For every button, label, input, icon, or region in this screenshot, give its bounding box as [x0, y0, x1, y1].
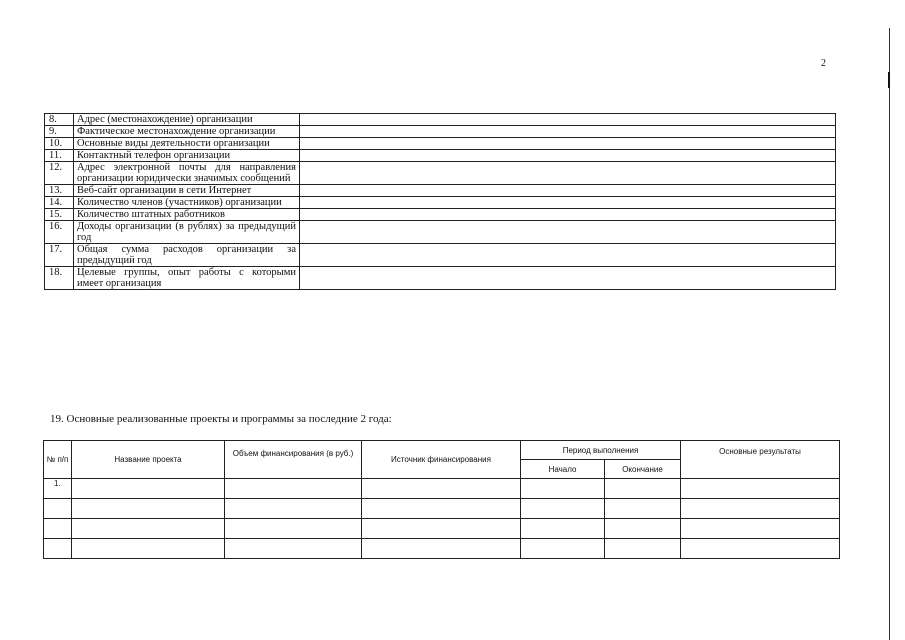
table-row: [45, 185, 836, 197]
row-label: Целевые группы, опыт работы с которыми имеет организация: [74, 267, 300, 290]
projects-table: [43, 440, 840, 559]
header-num: № п/п: [44, 441, 72, 479]
cell-results[interactable]: [681, 539, 840, 559]
header-end: Окончание: [605, 460, 681, 479]
cell-funding[interactable]: [225, 539, 362, 559]
table-row: [45, 197, 836, 209]
cell-results[interactable]: [681, 519, 840, 539]
table-row: [45, 221, 836, 244]
row-label: Доходы организации (в рублях) за предыдущий год: [74, 221, 300, 244]
cell-funding[interactable]: [225, 479, 362, 499]
row-number: 12.: [45, 162, 74, 185]
cell-source[interactable]: [362, 539, 521, 559]
cell-num: [44, 499, 72, 519]
row-label: Адрес (местонахождение) организации: [74, 114, 300, 126]
cell-results[interactable]: [681, 499, 840, 519]
header-funding: Объем финансирования (в руб.): [225, 441, 362, 479]
header-start: Начало: [521, 460, 605, 479]
header-source: Источник финансирования: [362, 441, 521, 479]
row-value[interactable]: [300, 244, 836, 267]
row-label: Основные виды деятельности организации: [74, 138, 300, 150]
row-value[interactable]: [300, 114, 836, 126]
cell-funding[interactable]: [225, 499, 362, 519]
row-number: 14.: [45, 197, 74, 209]
row-number: 15.: [45, 209, 74, 221]
table-row: [45, 209, 836, 221]
table-row: [45, 150, 836, 162]
table-row: [45, 126, 836, 138]
cell-num: [44, 539, 72, 559]
cell-results[interactable]: [681, 479, 840, 499]
section-19-title: 19. Основные реализованные проекты и программы за последние 2 года:: [50, 413, 392, 425]
cell-start[interactable]: [521, 479, 605, 499]
table-row: [44, 539, 840, 559]
row-number: 17.: [45, 244, 74, 267]
cell-name[interactable]: [72, 519, 225, 539]
row-label: Количество штатных работников: [74, 209, 300, 221]
table-row: [45, 244, 836, 267]
row-value[interactable]: [300, 221, 836, 244]
cell-source[interactable]: [362, 499, 521, 519]
cell-name[interactable]: [72, 479, 225, 499]
row-value[interactable]: [300, 267, 836, 290]
table-row: [44, 519, 840, 539]
table-row: [44, 479, 840, 499]
row-value[interactable]: [300, 150, 836, 162]
row-value[interactable]: [300, 162, 836, 185]
cell-name[interactable]: [72, 539, 225, 559]
table-row: [44, 499, 840, 519]
scan-edge-line: [889, 28, 890, 640]
cell-start[interactable]: [521, 499, 605, 519]
row-number: 8.: [45, 114, 74, 126]
row-label: Контактный телефон организации: [74, 150, 300, 162]
header-project-name: Название проекта: [72, 441, 225, 479]
cell-funding[interactable]: [225, 519, 362, 539]
row-label: Общая сумма расходов организации за предыдущий год: [74, 244, 300, 267]
row-number: 10.: [45, 138, 74, 150]
row-number: 11.: [45, 150, 74, 162]
cell-source[interactable]: [362, 479, 521, 499]
organization-info-table: [44, 113, 836, 290]
table-row: [45, 114, 836, 126]
row-value[interactable]: [300, 138, 836, 150]
row-number: 13.: [45, 185, 74, 197]
row-label: Количество членов (участников) организации: [74, 197, 300, 209]
row-label: Веб-сайт организации в сети Интернет: [74, 185, 300, 197]
row-value[interactable]: [300, 185, 836, 197]
page-number: 2: [821, 58, 826, 69]
row-value[interactable]: [300, 197, 836, 209]
scan-edge-mark: [888, 72, 890, 88]
table-row: [45, 267, 836, 290]
row-number: 18.: [45, 267, 74, 290]
cell-start[interactable]: [521, 519, 605, 539]
header-period: Период выполнения: [521, 441, 681, 460]
cell-source[interactable]: [362, 519, 521, 539]
cell-start[interactable]: [521, 539, 605, 559]
cell-end[interactable]: [605, 539, 681, 559]
row-label: Адрес электронной почты для направления организации юридически значимых сообщений: [74, 162, 300, 185]
cell-end[interactable]: [605, 499, 681, 519]
cell-num: [44, 519, 72, 539]
row-value[interactable]: [300, 126, 836, 138]
row-number: 9.: [45, 126, 74, 138]
cell-end[interactable]: [605, 519, 681, 539]
header-row: [44, 441, 840, 460]
cell-num: 1.: [44, 479, 72, 499]
cell-end[interactable]: [605, 479, 681, 499]
table-row: [45, 162, 836, 185]
row-number: 16.: [45, 221, 74, 244]
cell-name[interactable]: [72, 499, 225, 519]
row-label: Фактическое местонахождение организации: [74, 126, 300, 138]
table-row: [45, 138, 836, 150]
row-value[interactable]: [300, 209, 836, 221]
header-results: Основные результаты: [681, 441, 840, 479]
